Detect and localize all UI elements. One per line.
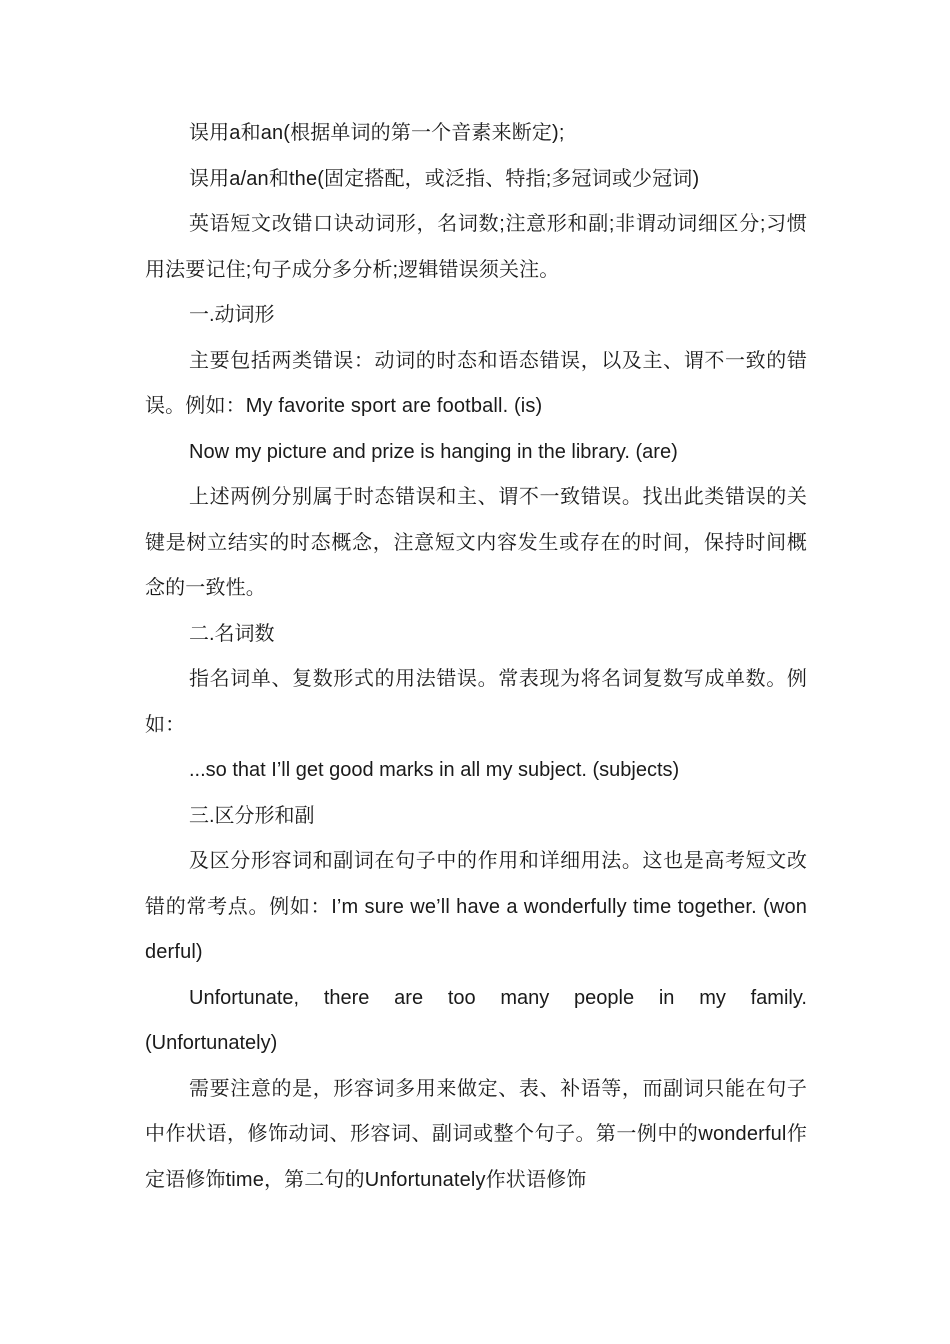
- document-body: [145, 111, 807, 1203]
- paragraph-tense-explanation: 上述两例分别属于时态错误和主、谓不一致错误。找出此类错误的关键是树立结实的时态概念，注意短文内容发生或存在的时间，保持时间概念的一致性。: [145, 486, 807, 599]
- example-answer-unfortunately: (Unfortunately): [145, 1032, 278, 1054]
- paragraph-article-misuse-the: 误用a/an和the(固定搭配，或泛指、特指;多冠词或少冠词): [189, 167, 700, 190]
- example-word: in: [658, 986, 675, 1009]
- section-heading-verb-form: 一.动词形: [189, 304, 275, 326]
- example-word: Unfortunate,: [189, 986, 300, 1009]
- paragraph-adj-adv-usage: 需要注意的是，形容词多用来做定、表、补语等，而副词只能在句子中作状语，修饰动词、形容词、副词或整个句子。第一例中的wonderful作定语修饰time，第二句的Unfortunately作状语修饰: [145, 1077, 807, 1191]
- example-word: are: [394, 986, 424, 1009]
- example-word: too: [447, 986, 476, 1009]
- section-heading-noun-number: 二.名词数: [189, 622, 275, 645]
- example-sentence-unfortunate: [145, 976, 807, 1022]
- example-word: my: [699, 986, 726, 1009]
- paragraph-noun-errors: 指名词单、复数形式的用法错误。常表现为将名词复数写成单数。例如：: [145, 668, 807, 736]
- example-word: family.: [750, 986, 807, 1009]
- example-sentence-subjects: ...so that I’ll get good marks in all my subject. (subjects): [189, 759, 680, 781]
- example-word: there: [323, 986, 370, 1009]
- paragraph-verb-errors: 主要包括两类错误：动词的时态和语态错误，以及主、谓不一致的错误。例如：My favorite sport are football. (is): [145, 349, 807, 417]
- example-word: many: [500, 986, 550, 1009]
- paragraph-adj-adv-errors: 及区分形容词和副词在句子中的作用和详细用法。这也是高考短文改错的常考点。例如：I’m sure we’ll have a wonderfully time together. (wonderful): [145, 850, 807, 963]
- section-heading-adj-adv: 三.区分形和副: [189, 804, 315, 827]
- example-word: people: [574, 986, 635, 1009]
- paragraph-mnemonic: 英语短文改错口诀动词形，名词数;注意形和副;非谓动词细区分;习惯用法要记住;句子成分多分析;逻辑错误须关注。: [145, 213, 807, 281]
- example-sentence-picture-prize: Now my picture and prize is hanging in the library. (are): [189, 440, 678, 463]
- paragraph-article-misuse-a-an: 误用a和an(根据单词的第一个音素来断定);: [189, 122, 565, 144]
